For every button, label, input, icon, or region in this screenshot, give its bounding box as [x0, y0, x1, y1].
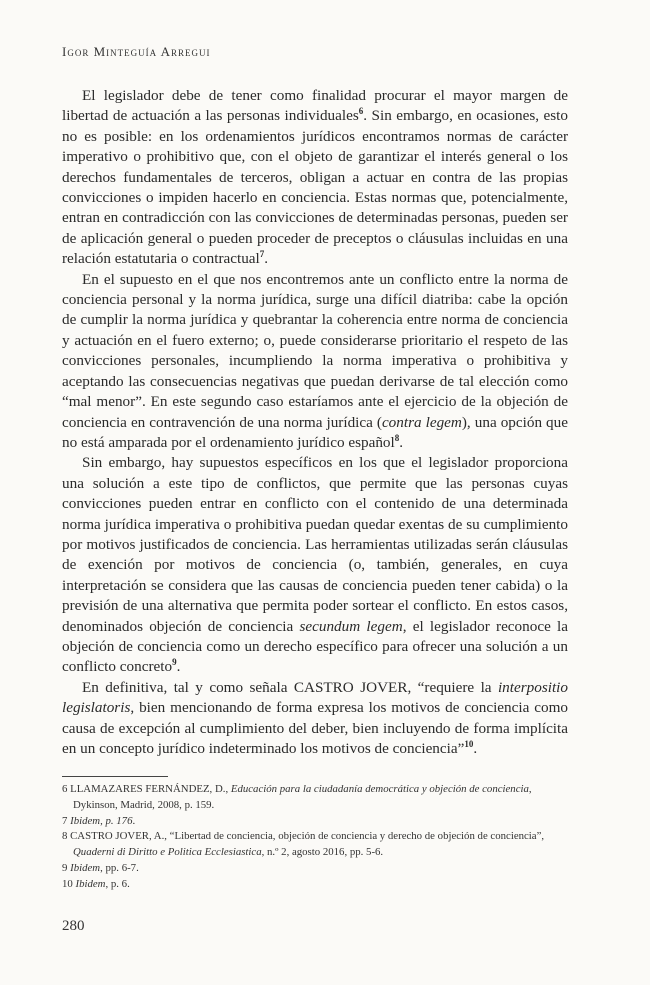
text-run: , pp. 6-7.: [100, 861, 139, 874]
footnote: [62, 782, 568, 814]
italic-text: Educación para la ciudadanía democrática y objeción de conciencia: [230, 783, 529, 795]
text-run: .: [132, 814, 136, 827]
text-run: , p. 6.: [105, 877, 130, 890]
text-run: , Dykinson, Madrid, 2008, p. 159.: [73, 783, 532, 811]
text-run: En definitiva, tal y como señala CASTRO JOVER, “requiere la: [82, 678, 498, 696]
footnote: [62, 861, 568, 877]
italic-text: secundum legem: [299, 617, 403, 635]
footnote: [62, 829, 568, 861]
footnote-divider: [62, 776, 168, 777]
text-run: El legislador debe de tener como finalidad procurar el mayor margen de libertad de actuación a las personas individuales: [62, 87, 568, 125]
text-run: 9: [62, 861, 71, 874]
italic-text: contra legem: [381, 413, 462, 431]
italic-text: Ibidem, p. 176: [70, 814, 133, 827]
italic-text: interpositio legislatoris: [62, 678, 568, 717]
text-run: .: [264, 250, 269, 268]
text-run: 8 CASTRO JOVER, A., “Libertad de conciencia, objeción de conciencia y derecho de objeción de conciencia”,: [62, 830, 545, 843]
text-run: , bien mencionando de forma expresa los motivos de conciencia como causa de excepción al cumplimiento del deber, bien incluyendo de forma implícita en un concepto jurídico indeterminado los motivos de conciencia”: [62, 699, 568, 757]
text-run: , el legislador reconoce la objeción de conciencia como un derecho específico para ofrecer una solución a un conflicto concreto: [62, 617, 569, 676]
paragraph: [62, 453, 568, 677]
italic-text: Quaderni di Diritto e Politica Ecclesiastica: [73, 846, 262, 859]
text-run: .: [399, 433, 404, 451]
body-text: [62, 86, 568, 759]
footnote-ref: 9: [172, 657, 177, 668]
text-run: 7: [62, 814, 71, 827]
italic-text: Ibidem: [75, 877, 106, 890]
text-run: Sin embargo, hay supuestos específicos en los que el legislador proporciona una solución a este tipo de conflictos, que permite que las personas cuyas convicciones pueden entrar en conflicto con el contenido de una determinada norma jurídica imperativa o prohibitiva puedan quedar exentas de su cumplimiento por motivos justificados de conciencia. Las herramientas utilizadas serán cláusulas de exención por motivos de conciencia (o, también, generales, en cuya interpretación se considera que las causas de conciencia pueden tener cabida) o la previsión de una alternativa que permita poder sortear el conflicto. En estos casos, denominados objeción de conciencia: [62, 454, 568, 635]
footnote-ref: 6: [358, 106, 364, 117]
paragraph: [62, 270, 568, 454]
page-number: 280: [62, 918, 85, 934]
footnote-ref: 8: [394, 432, 400, 443]
text-run: En el supuesto en el que nos encontremos ante un conflicto entre la norma de conciencia personal y la norma jurídica, surge una difícil diatriba: cabe la opción de cumplir la norma jurídica y quebrantar la coherencia entre norma de conciencia y actuación en el fuero externo; o, puede considerarse prioritario el respeto de las convicciones personales, incumpliendo la norma imperativa o prohibitiva y aceptando las consecuencias negativas que puedan derivarse de tal elección como “mal menor”. En este segundo caso estaríamos ante el ejercicio de la objeción de conciencia en contravención de una norma jurídica (: [62, 270, 568, 431]
footnotes: [62, 782, 568, 893]
text-run: . Sin embargo, en ocasiones, esto no es posible: en los ordenamientos jurídicos encontramos normas de carácter imperativo o prohibitivo que, con el objeto de garantizar el interés general o los derechos fundamentales de terceros, obligan a actuar en contra de las propias convicciones o impiden hacerlo en conciencia. Estas normas que, potencialmente, entran en contradicción con las convicciones de determinadas personas, pueden ser de aplicación general o pueden proceder de preceptos o cláusulas incluidas en una relación estatutaria o contractual: [62, 107, 568, 268]
running-head: Igor Minteguía Arregui: [62, 44, 211, 59]
italic-text: Ibidem: [70, 861, 101, 874]
text-run: .: [473, 740, 478, 757]
text-run: ), una opción que no está amparada por el ordenamiento jurídico español: [62, 413, 568, 451]
text-run: 6 LLAMAZARES FERNÁNDEZ, D.,: [62, 783, 231, 795]
footnote: [62, 814, 568, 830]
footnote-ref: 7: [259, 249, 265, 260]
paragraph: [62, 678, 568, 760]
footnote-ref: 10: [464, 738, 474, 749]
text-run: 10: [62, 877, 76, 890]
footnote: [62, 877, 568, 893]
text-run: .: [176, 658, 181, 676]
text-run: , n.º 2, agosto 2016, pp. 5-6.: [261, 846, 384, 859]
paragraph: [62, 86, 568, 270]
